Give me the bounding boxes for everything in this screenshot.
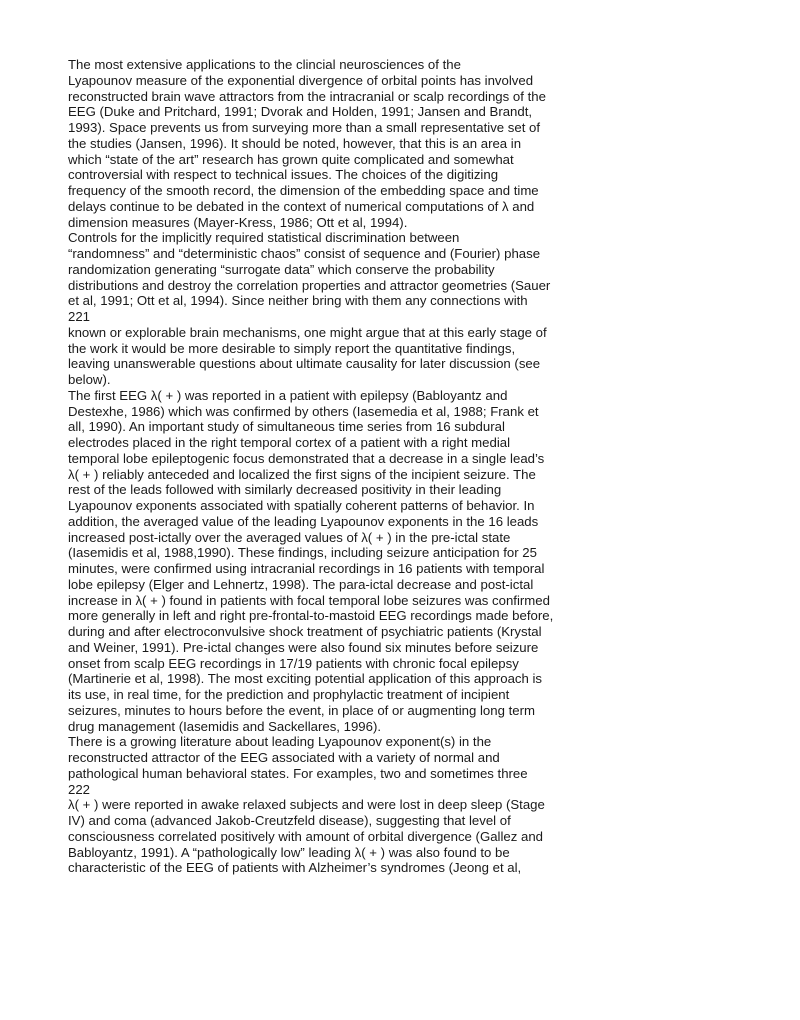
text-line: Lyapounov exponents associated with spatially coherent patterns of behavior. In xyxy=(68,498,535,513)
text-line: electrodes placed in the right temporal cortex of a patient with a right medial xyxy=(68,435,511,450)
text-line: pathological human behavioral states. For examples, two and sometimes three xyxy=(68,765,528,781)
text-line: seizures, minutes to hours before the event, in place of or augmenting long term xyxy=(68,702,535,718)
text-line: Destexhe, 1986) which was confirmed by others (Iasemedia et al, 1988; Frank et xyxy=(68,403,539,419)
text-line: onset from scalp EEG recordings in 17/19 patients with chronic focal epilepsy xyxy=(68,655,519,671)
text-line: The first EEG λ( + ) was reported in a patient with epilepsy (Babloyantz and xyxy=(68,387,508,403)
text-line: all, 1990). An important study of simultaneous time series from 16 subdural xyxy=(68,419,505,435)
text-line: addition, the averaged value of the leading Lyapounov exponents in the 16 leads xyxy=(68,513,539,529)
text-line: characteristic of the EEG of patients with Alzheimer’s syndromes (Jeong et al, xyxy=(68,860,522,876)
text-line: controversial with respect to technical issues. The choices of the digitizing xyxy=(68,167,499,183)
text-line: “randomness” and “deterministic chaos” consist of sequence and (Fourier) phase xyxy=(68,246,541,261)
text-line: more generally in left and right pre-frontal-to-mastoid EEG recordings made before, xyxy=(68,608,554,624)
text-line: rest of the leads followed with similarly decreased positivity in their leading xyxy=(68,482,502,498)
text-line: delays continue to be debated in the context of numerical computations of λ and xyxy=(68,198,535,214)
text-line: dimension measures (Mayer-Kress, 1986; Ott et al, 1994). xyxy=(68,214,408,230)
text-line: frequency of the smooth record, the dimension of the embedding space and time xyxy=(68,183,539,198)
text-line: (Iasemidis et al, 1988,1990). These findings, including seizure anticipation for 25 xyxy=(68,545,537,561)
text-line: (Martinerie et al, 1998). The most exciting potential application of this approach is xyxy=(68,671,543,687)
text-line: Babloyantz, 1991). A “pathologically low” leading λ( + ) was also found to be xyxy=(68,844,510,860)
text-line: distributions and destroy the correlation properties and attractor geometries (Sauer xyxy=(68,277,551,293)
text-line: reconstructed brain wave attractors from the intracranial or scalp recordings of the xyxy=(68,88,546,104)
text-line: λ( + ) reliably anteceded and localized the first signs of the incipient seizure. The xyxy=(68,466,536,482)
text-line: the work it would be more desirable to simply report the quantitative findings, xyxy=(68,340,516,356)
text-line: below). xyxy=(68,372,111,387)
text-line: temporal lobe epileptogenic focus demonstrated that a decrease in a single lead’s xyxy=(68,450,545,466)
page-number: 222 xyxy=(68,781,91,797)
text-line: consciousness correlated positively with amount of orbital divergence (Gallez and xyxy=(68,828,543,844)
text-line: lobe epilepsy (Elger and Lehnertz, 1998). The para-ictal decrease and post-ictal xyxy=(68,576,534,592)
text-line: which “state of the art” research has grown quite complicated and somewhat xyxy=(68,151,514,167)
text-line: IV) and coma (advanced Jakob-Creutzfeld disease), suggesting that level of xyxy=(68,813,511,828)
text-line: Controls for the implicitly required statistical discrimination between xyxy=(68,230,460,246)
text-line: the studies (Jansen, 1996). It should be noted, however, that this is an area in xyxy=(68,135,522,151)
text-line: The most extensive applications to the clincial neurosciences of the xyxy=(68,57,461,72)
text-line: increased post-ictally over the averaged values of λ( + ) in the pre-ictal state xyxy=(68,529,511,545)
text-line: reconstructed attractor of the EEG associated with a variety of normal and xyxy=(68,750,500,765)
text-line: Lyapounov measure of the exponential divergence of orbital points has involved xyxy=(68,72,534,88)
text-line: EEG (Duke and Pritchard, 1991; Dvorak and Holden, 1991; Jansen and Brandt, xyxy=(68,104,533,120)
page-number: 221 xyxy=(68,309,91,324)
text-line: its use, in real time, for the prediction and prophylactic treatment of incipient xyxy=(68,687,510,702)
text-line: leaving unanswerable questions about ultimate causality for later discussion (see xyxy=(68,356,541,372)
text-line: randomization generating “surrogate data” which conserve the probability xyxy=(68,261,495,277)
text-line: λ( + ) were reported in awake relaxed subjects and were lost in deep sleep (Stage xyxy=(68,797,545,813)
text-line: minutes, were confirmed using intracranial recordings in 16 patients with temporal xyxy=(68,561,545,576)
text-line: There is a growing literature about leading Lyapounov exponent(s) in the xyxy=(68,734,492,750)
document-page xyxy=(68,57,638,876)
text-line: during and after electroconvulsive shock treatment of psychiatric patients (Krystal xyxy=(68,624,542,639)
text-line: 1993). Space prevents us from surveying more than a small representative set of xyxy=(68,120,541,135)
text-line: and Weiner, 1991). Pre-ictal changes were also found six minutes before seizure xyxy=(68,639,539,655)
text-line: known or explorable brain mechanisms, one might argue that at this early stage of xyxy=(68,324,547,340)
text-line: drug management (Iasemidis and Sackellares, 1996). xyxy=(68,718,382,734)
text-line: increase in λ( + ) found in patients with focal temporal lobe seizures was confirmed xyxy=(68,592,550,608)
text-line: et al, 1991; Ott et al, 1994). Since neither bring with them any connections with xyxy=(68,293,528,309)
